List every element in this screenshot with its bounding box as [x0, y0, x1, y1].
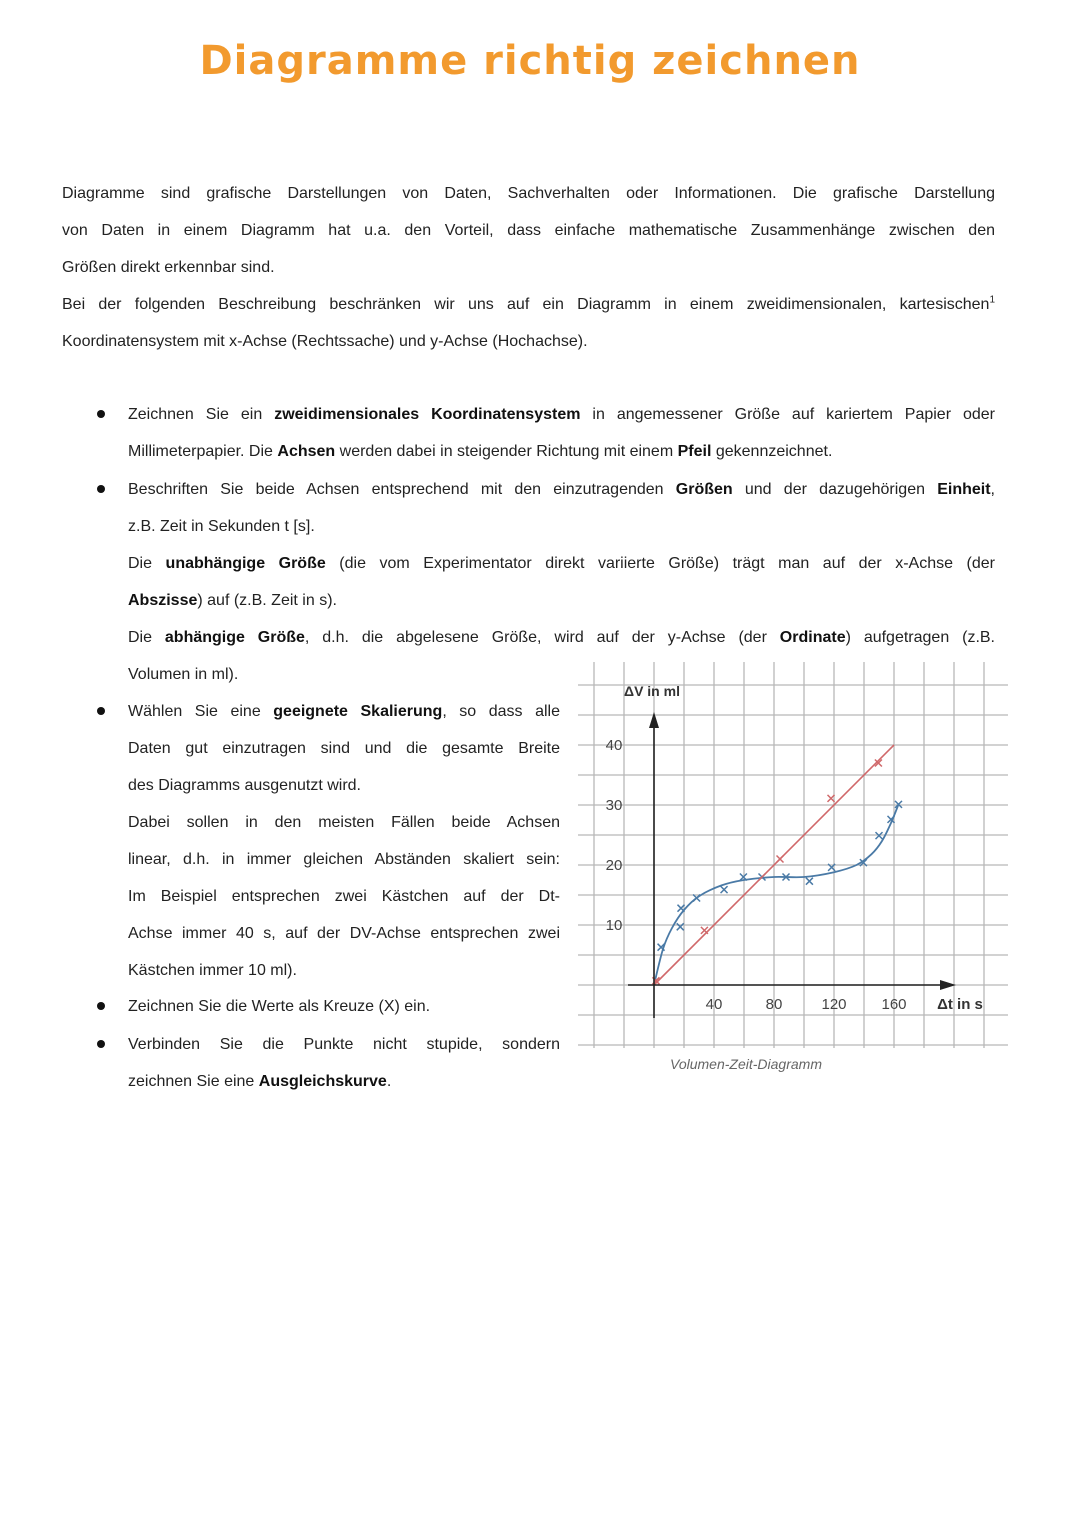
x-tick-label: 40: [705, 996, 723, 1013]
footnote-marker: 1: [989, 294, 995, 306]
text-line: [128, 396, 995, 433]
text-line: [62, 286, 995, 323]
text-line: [62, 212, 995, 249]
bullet-item-coordinate-system: [128, 396, 995, 470]
y-axis-label: ΔV in ml: [624, 683, 680, 699]
text-segment: , d.h. die abgelesene Größe, wird auf der y-Achse (der: [304, 629, 780, 646]
text-segment: Volumen in ml).: [128, 666, 239, 683]
y-tick-label: 40: [605, 737, 623, 754]
bullet-item-crosses: [128, 988, 560, 1025]
text-line: [128, 730, 560, 767]
text-line: [128, 878, 560, 915]
text-segment: in angemessener Größe auf kariertem Papier oder: [580, 406, 995, 423]
x-axis-label: Δt in s: [937, 996, 983, 1013]
bold-term: Ordinate: [779, 629, 846, 646]
text-segment: Kästchen immer 10 ml).: [128, 962, 297, 979]
bold-term: zweidimensionales Koordinatensystem: [274, 406, 581, 423]
bullet-icon: [97, 1040, 105, 1048]
page-title: Diagramme richtig zeichnen: [199, 38, 861, 84]
text-segment: ) auf (z.B. Zeit in s).: [197, 592, 337, 609]
text-line: [128, 1026, 560, 1063]
chart-caption: Volumen-Zeit-Diagramm: [670, 1056, 822, 1072]
bullet-item-fit-curve: [128, 1026, 560, 1100]
text-line: [62, 249, 995, 286]
intro-paragraph: [62, 175, 995, 360]
text-segment: z.B. Zeit in Sekunden t [s].: [128, 518, 315, 535]
text-segment: .: [386, 1073, 392, 1090]
text-segment: Koordinatensystem mit x-Achse (Rechtssache) und y-Achse (Hochachse).: [62, 333, 588, 350]
text-line: [128, 952, 560, 989]
text-segment: zeichnen Sie eine: [128, 1073, 259, 1090]
text-line: [128, 619, 995, 656]
volume-time-chart: [578, 660, 1010, 1080]
text-segment: Diagramme sind grafische Darstellungen von Daten, Sachverhalten oder Informationen. Die grafische Darstellung: [62, 185, 995, 202]
text-line: [128, 804, 560, 841]
blue-data-point-cross: [677, 923, 684, 930]
text-segment: Zeichnen Sie ein: [128, 406, 275, 423]
text-segment: und der dazugehörigen: [732, 481, 938, 498]
text-segment: Daten gut einzutragen sind und die gesamte Breite: [128, 740, 560, 757]
text-segment: ,: [990, 481, 995, 498]
bullet-icon: [97, 485, 105, 493]
bold-term: abhängige Größe: [164, 629, 305, 646]
text-segment: Zeichnen Sie die Werte als Kreuze (X) ein.: [128, 998, 431, 1015]
text-segment: gekennzeichnet.: [711, 443, 833, 460]
text-segment: Größen direkt erkennbar sind.: [62, 259, 275, 276]
bold-term: Einheit: [937, 481, 991, 498]
text-segment: von Daten in einem Diagramm hat u.a. den Vorteil, dass einfache mathematische Zusammenhänge zwischen den: [62, 222, 995, 239]
x-tick-label: 120: [821, 996, 847, 1013]
text-segment: des Diagramms ausgenutzt wird.: [128, 777, 361, 794]
text-segment: Im Beispiel entsprechen zwei Kästchen auf der Dt-: [128, 888, 560, 905]
text-segment: Achse immer 40 s, auf der DV-Achse entsprechen zwei: [128, 925, 560, 942]
y-tick-label: 10: [605, 917, 623, 934]
blue-data-point-cross: [721, 886, 728, 893]
text-line: [128, 471, 995, 508]
bold-term: Abszisse: [128, 592, 198, 609]
bullet-icon: [97, 1002, 105, 1010]
x-tick-label: 160: [881, 996, 907, 1013]
text-line: [128, 841, 560, 878]
bullet-icon: [97, 410, 105, 418]
bold-term: Ausgleichskurve: [258, 1073, 387, 1090]
text-line: [128, 693, 560, 730]
text-line: [128, 767, 560, 804]
text-segment: ) aufgetragen (z.B.: [845, 629, 995, 646]
text-segment: (die vom Experimentator direkt variierte Größe) trägt man auf der x-Achse (der: [325, 555, 995, 572]
bullet-icon: [97, 707, 105, 715]
text-line: [128, 433, 995, 470]
text-segment: , so dass alle: [442, 703, 560, 720]
text-segment: Dabei sollen in den meisten Fällen beide Achsen: [128, 814, 560, 831]
bold-term: Größen: [675, 481, 733, 498]
bold-term: unabhängige Größe: [165, 555, 326, 572]
text-segment: Verbinden Sie die Punkte nicht stupide, sondern: [128, 1036, 560, 1053]
text-line: [62, 323, 995, 360]
bold-term: Pfeil: [677, 443, 712, 460]
chart-grid: [578, 662, 1008, 1048]
text-line: [128, 988, 560, 1025]
text-segment: Die: [128, 555, 166, 572]
red-data-point-cross: [701, 927, 708, 934]
bullet-item-scaling: [128, 693, 560, 989]
bold-term: Achsen: [277, 443, 336, 460]
blue-data-point-cross: [806, 878, 813, 885]
text-line: [128, 1063, 560, 1100]
text-segment: linear, d.h. in immer gleichen Abständen skaliert sein:: [128, 851, 560, 868]
red-data-point-cross: [777, 856, 784, 863]
x-tick-label: 80: [765, 996, 783, 1013]
text-line: [128, 915, 560, 952]
text-line: [128, 508, 995, 545]
text-line: [128, 545, 995, 582]
bold-term: geeignete Skalierung: [273, 703, 443, 720]
text-line: [62, 175, 995, 212]
text-segment: Bei der folgenden Beschreibung beschränken wir uns auf ein Diagramm in einem zweidimensionalen, kartesischen: [62, 296, 990, 313]
text-segment: Beschriften Sie beide Achsen entsprechend mit den einzutragenden: [128, 481, 676, 498]
text-segment: Wählen Sie eine: [128, 703, 274, 720]
y-tick-label: 30: [605, 797, 623, 814]
y-tick-label: 20: [605, 857, 623, 874]
text-segment: werden dabei in steigender Richtung mit einem: [335, 443, 678, 460]
text-line: [128, 582, 995, 619]
text-segment: Die: [128, 629, 165, 646]
text-segment: Millimeterpapier. Die: [128, 443, 278, 460]
